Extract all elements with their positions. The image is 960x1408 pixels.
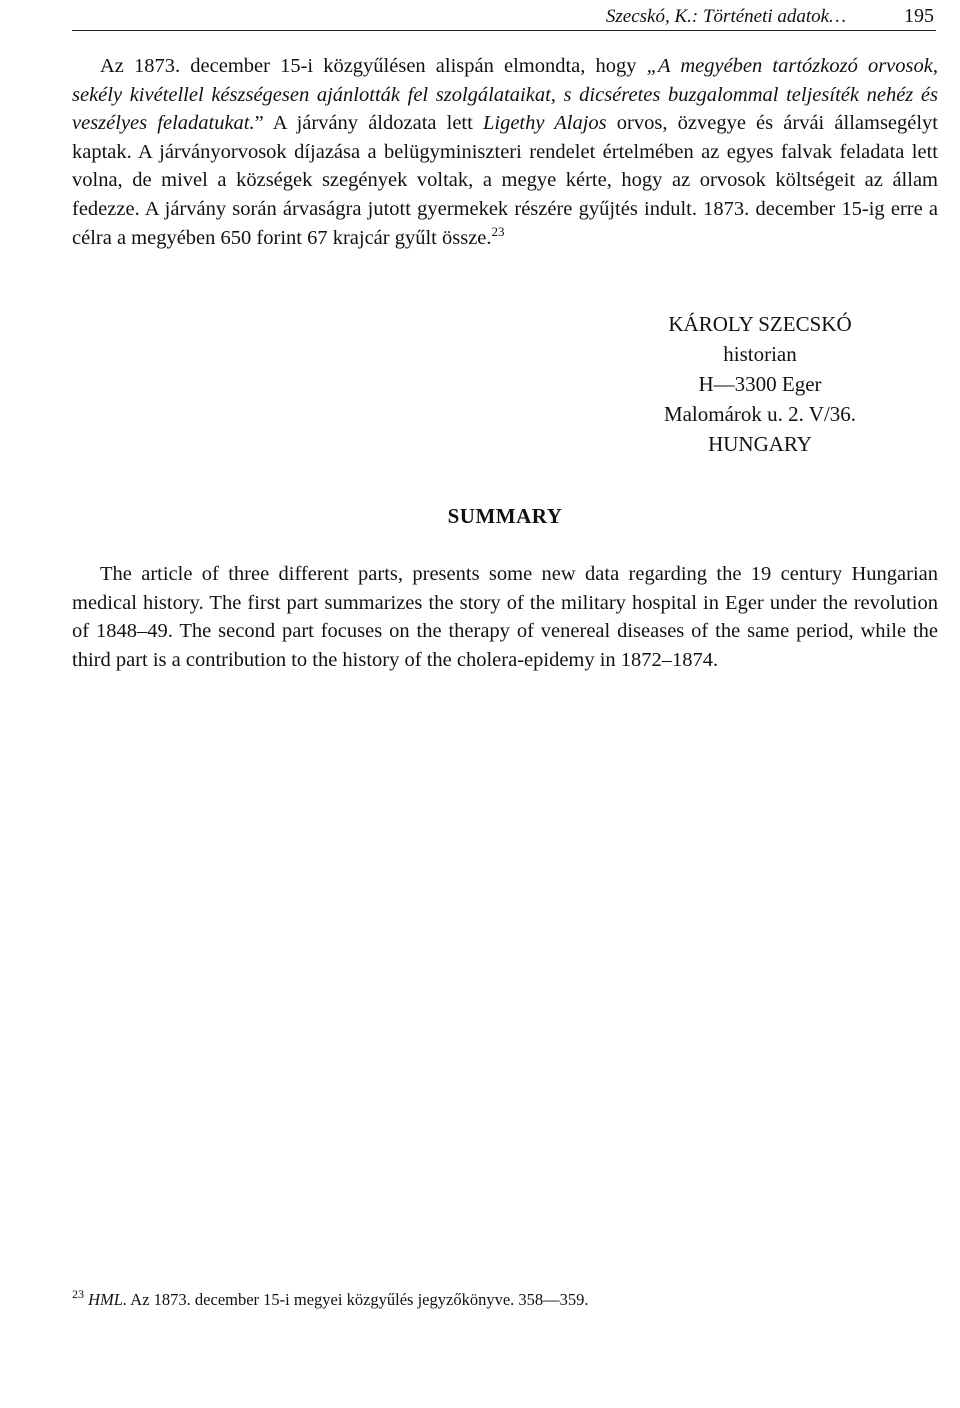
quoted-statement: „A megyében tartózkozó orvosok, sekély kivétellel készségesen ajánlották fel szolgálataikat, s dicséretes buzgalommal teljesíték nehéz és veszélyes feladatukat.: [72, 55, 938, 135]
body-text-start: Az 1873. december 15-i közgyűlésen alispán elmondta, hogy: [100, 55, 647, 77]
author-country: HUNGARY: [708, 432, 812, 456]
body-paragraph: [72, 52, 938, 252]
summary-heading: SUMMARY: [447, 504, 563, 528]
author-street: Malomárok u. 2. V/36.: [663, 402, 857, 426]
running-title: Szecskó, K.: Történeti adatok…: [605, 6, 846, 27]
body-text-end: orvos, özvegye és árvái államsegélyt kaptak. A járványorvosok díjazása a belügyminiszteri rendelet értelmében az egyes falvak feladata lett volna, de mivel a községek szegények voltak, a megye kérte, hogy az orvosok költségeit az állam fedezze. A járvány során árvaságra jutott gyermekek részére gyűjtés indult. 1873. december 15-ig erre a célra a megyében 650 forint 67 krajcár gyűlt össze.: [72, 112, 939, 249]
author-city: H—3300 Eger: [698, 372, 822, 396]
body-text-mid: ” A járvány áldozata lett: [254, 112, 483, 135]
summary-paragraph: The article of three different parts, presents some new data regarding the 19 century Hungarian medical history. The first part summarizes the story of the military hospital in Eger under the revolution of 1848–49. The second part focuses on the therapy of venereal diseases of the same period, while the third part is a contribution to the history of the cholera-epidemy in 1872–1874.: [72, 563, 938, 671]
footnote-number: 23: [72, 1287, 84, 1301]
footnote: [72, 1289, 938, 1311]
footnote-source: HML.: [88, 1290, 128, 1309]
author-name: KÁROLY SZECSKÓ: [668, 312, 852, 336]
page-number: 195: [904, 5, 934, 27]
running-header: [72, 4, 936, 31]
author-title: historian: [723, 342, 797, 366]
footnote-text: Az 1873. december 15-i megyei közgyűlés jegyzőkönyve. 358—359.: [127, 1290, 589, 1309]
author-address: [640, 309, 880, 459]
footnote-reference: 23: [491, 223, 505, 239]
person-name: Ligethy Alajos: [482, 112, 607, 135]
